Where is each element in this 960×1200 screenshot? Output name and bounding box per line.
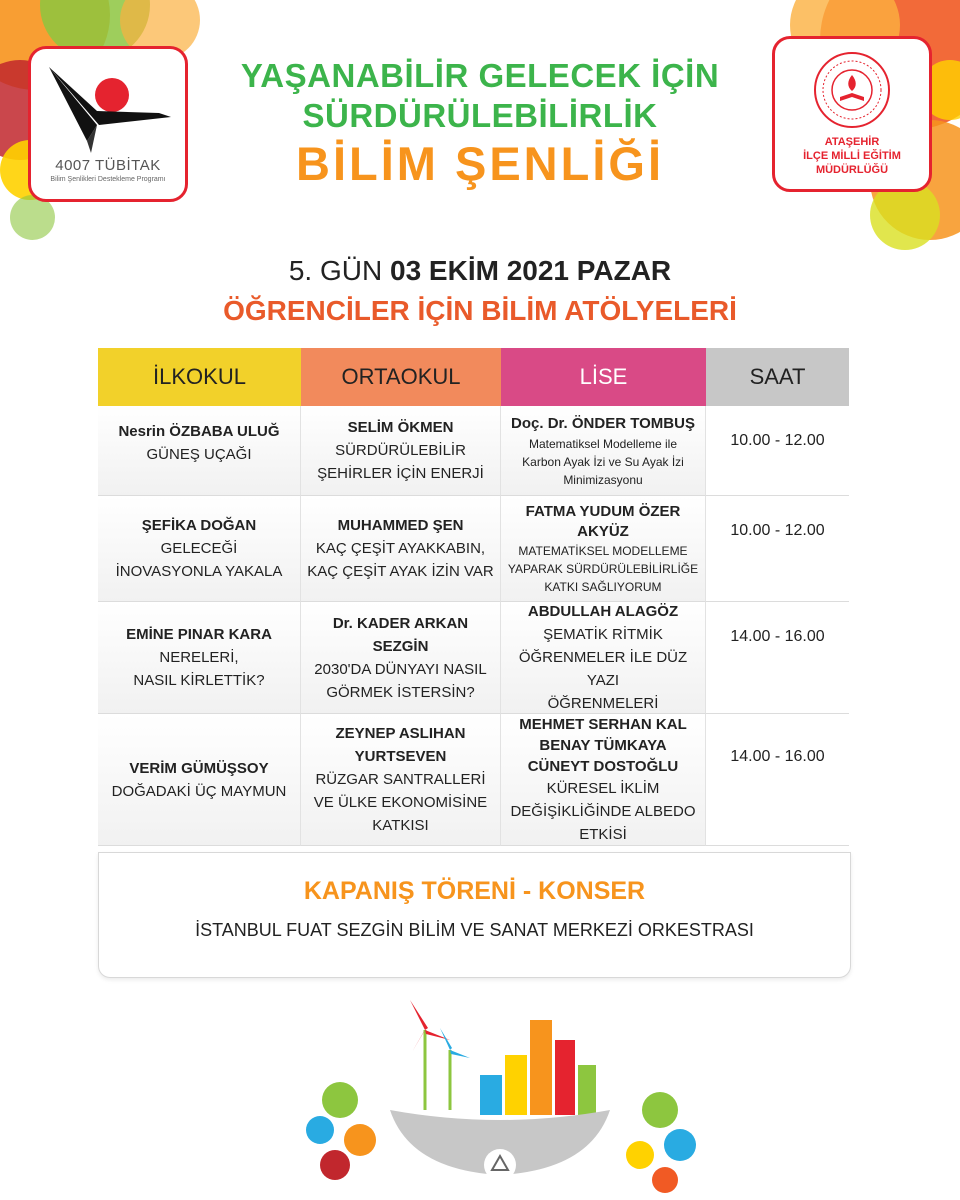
closing-description: İSTANBUL FUAT SEZGİN BİLİM VE SANAT MERKEZİ ORKESTRASI xyxy=(195,920,754,940)
table-cell xyxy=(98,714,301,846)
table-cell xyxy=(501,714,706,846)
presenter-name: Nesrin ÖZBABA ULUĞ xyxy=(118,423,280,440)
buildings xyxy=(480,1020,596,1115)
workshop-title: KAÇ ÇEŞİT AYAK İZİN VAR xyxy=(307,563,494,580)
workshop-title: ÖĞRENMELER İLE DÜZ YAZI xyxy=(518,649,688,689)
workshop-title: GÖRMEK İSTERSİN? xyxy=(326,683,475,701)
meb-line: ATAŞEHİR xyxy=(824,136,880,148)
closing-ceremony-box xyxy=(98,852,851,978)
header-ilkokul: İLKOKUL xyxy=(98,348,301,406)
table-header xyxy=(98,348,849,406)
table-cell xyxy=(301,406,501,496)
table-cell xyxy=(98,406,301,496)
workshop-title: KÜRESEL İKLİM xyxy=(546,779,660,797)
event-title xyxy=(190,56,770,192)
presenter-name: SELİM ÖKMEN xyxy=(347,419,454,436)
presenter-name: ŞEFİKA DOĞAN xyxy=(141,517,257,534)
workshop-title: ÖĞRENMELERİ xyxy=(547,695,659,712)
presenter-name: Dr. KADER ARKAN SEZGİN xyxy=(332,614,469,655)
table-cell xyxy=(301,496,501,602)
presenter-name: VERİM GÜMÜŞSOY xyxy=(129,759,269,777)
tubitak-logo xyxy=(31,53,185,158)
workshop-subtitle: ÖĞRENCİLER İÇİN BİLİM ATÖLYELERİ xyxy=(223,295,737,326)
time-cell: 14.00 - 16.00 xyxy=(706,602,849,714)
meb-line: MÜDÜRLÜĞÜ xyxy=(815,164,889,176)
workshop-title: NASIL KİRLETTİK? xyxy=(133,672,265,689)
presenter-name: FATMA YUDUM ÖZER xyxy=(525,502,681,520)
workshop-title: NERELERİ, xyxy=(159,649,239,666)
schedule-table xyxy=(98,348,849,846)
day-heading xyxy=(100,255,860,287)
workshop-title: Matematiksel Modelleme ile xyxy=(528,437,678,451)
time-cell: 10.00 - 12.00 xyxy=(706,496,849,602)
presenter-name: ABDULLAH ALAGÖZ xyxy=(527,603,679,620)
day-date: 03 EKİM 2021 PAZAR xyxy=(390,255,672,286)
workshop-title: GÜNEŞ UÇAĞI xyxy=(146,446,252,463)
table-cell xyxy=(98,602,301,714)
presenter-name: BENAY TÜMKAYA xyxy=(539,736,667,754)
title-line-1: YAŞANABİLİR GELECEK İÇİN xyxy=(240,57,720,94)
presenter-name: EMİNE PINAR KARA xyxy=(126,626,272,643)
workshop-title: MATEMATİKSEL MODELLEME xyxy=(518,543,688,558)
workshop-title: DEĞİŞİKLİĞİNDE ALBEDO ETKİSİ xyxy=(510,802,696,843)
table-cell xyxy=(501,496,706,602)
header-ortaokul: ORTAOKUL xyxy=(301,348,501,406)
table-cell xyxy=(301,602,501,714)
meb-line: İLÇE MİLLİ EĞİTİM xyxy=(803,150,901,162)
recycle-icon xyxy=(484,1149,516,1181)
workshop-title: ŞEHİRLER İÇİN ENERJİ xyxy=(317,465,484,482)
day-prefix: 5. GÜN xyxy=(288,255,383,286)
presenter-name: CÜNEYT DOSTOĞLU xyxy=(527,757,679,775)
workshop-title: İNOVASYONLA YAKALA xyxy=(115,563,283,580)
workshop-title: KATKISI xyxy=(372,817,429,834)
header-saat: SAAT xyxy=(706,348,849,406)
table-cell xyxy=(98,496,301,602)
meb-seal-icon xyxy=(813,51,891,129)
presenter-name: YURTSEVEN xyxy=(354,748,447,765)
tubitak-logo-card xyxy=(28,46,188,202)
tubitak-subtitle: Bilim Şenlikleri Destekleme Programı xyxy=(50,176,166,183)
closing-title: KAPANIŞ TÖRENİ - KONSER xyxy=(303,877,646,905)
workshop-title: 2030'DA DÜNYAYI NASIL xyxy=(314,660,487,678)
table-row xyxy=(98,496,849,602)
presenter-name: Doç. Dr. ÖNDER TOMBUŞ xyxy=(511,415,695,432)
table-cell xyxy=(501,602,706,714)
workshop-title: KATKI SAĞLIYORUM xyxy=(544,579,662,594)
header-lise: LİSE xyxy=(501,348,706,406)
presenter-name: AKYÜZ xyxy=(577,522,629,540)
workshop-title: DOĞADAKİ ÜÇ MAYMUN xyxy=(111,782,287,800)
workshop-title: VE ÜLKE EKONOMİSİNE xyxy=(313,794,488,811)
city-illustration xyxy=(300,980,700,1200)
workshop-title: YAPARAK SÜRDÜRÜLEBİLİRLİĞE xyxy=(507,561,699,576)
tubitak-name: 4007 TÜBİTAK xyxy=(55,157,161,174)
presenter-name: MEHMET SERHAN KAL xyxy=(519,715,687,733)
workshop-title: SÜRDÜRÜLEBİLİR xyxy=(335,442,466,459)
workshop-title: ŞEMATİK RİTMİK xyxy=(543,626,663,643)
meb-logo-card xyxy=(772,36,932,192)
presenter-name: MUHAMMED ŞEN xyxy=(337,517,464,534)
title-line-2: SÜRDÜRÜLEBİLİRLİK xyxy=(302,97,658,134)
workshop-title: Karbon Ayak İzi ve Su Ayak İzi xyxy=(522,455,684,469)
table-row xyxy=(98,406,849,496)
table-cell xyxy=(501,406,706,496)
workshop-title: GELECEĞİ xyxy=(160,540,238,557)
table-row xyxy=(98,602,849,714)
time-cell: 14.00 - 16.00 xyxy=(706,714,849,846)
table-cell xyxy=(301,714,501,846)
presenter-name: ZEYNEP ASLIHAN xyxy=(335,725,466,742)
workshop-title: Minimizasyonu xyxy=(563,473,643,487)
workshop-title: KAÇ ÇEŞİT AYAKKABIN, xyxy=(315,540,486,557)
title-line-3: BİLİM ŞENLİĞİ xyxy=(296,137,664,190)
workshop-title: RÜZGAR SANTRALLERİ xyxy=(315,771,486,788)
table-row xyxy=(98,714,849,846)
time-cell: 10.00 - 12.00 xyxy=(706,406,849,496)
wind-turbine-icon xyxy=(410,1000,470,1110)
